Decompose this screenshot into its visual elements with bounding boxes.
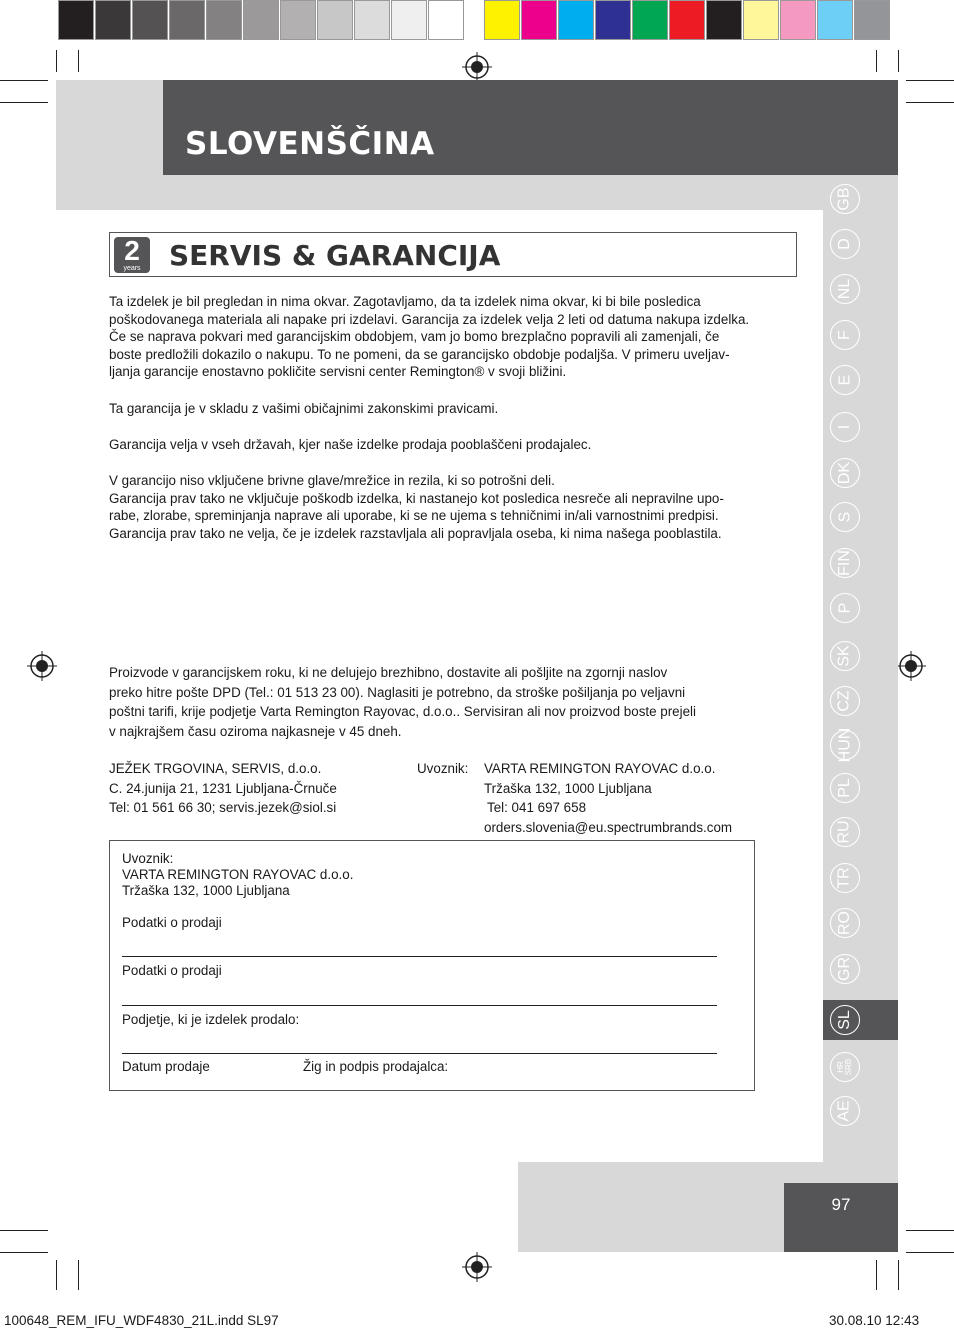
language-tab-pl[interactable] — [830, 773, 860, 803]
language-tab-dk[interactable] — [830, 458, 860, 488]
importer-street: Tržaška 132, 1000 Ljubljana — [484, 780, 652, 796]
service-street: C. 24.junija 21, 1231 Ljubljana-Črnuče — [109, 780, 337, 796]
service-contact: Tel: 01 561 66 30; servis.jezek@siol.si — [109, 800, 337, 815]
language-tab-label: F — [836, 330, 853, 340]
text-line: preko hitre pošte DPD (Tel.: 01 513 23 00). Naglasiti je potrebno, da stroške pošiljanja po veljavni — [109, 684, 686, 700]
registration-mark-icon — [462, 52, 492, 82]
text-line: Ta izdelek je bil pregledan in nima okvar. Zagotavljamo, da ta izdelek nima okvar, ki bi bile posledica — [109, 294, 701, 309]
card-importer-name: VARTA REMINGTON RAYOVAC d.o.o. — [122, 867, 354, 882]
language-tab-label: PL — [835, 778, 853, 798]
text-line: Če se naprava pokvari med garancijskim obdobjem, vam jo bomo brezplačno popravili ali zamenjali, če — [109, 329, 720, 345]
language-tab-hun[interactable] — [830, 727, 860, 763]
color-swatch — [558, 0, 594, 40]
two-year-warranty-badge — [114, 237, 150, 273]
warranty-paragraph-5 — [109, 663, 799, 741]
importer-tel: Tel: 041 697 658 — [487, 800, 587, 815]
language-tab-hr-srb[interactable] — [830, 1052, 860, 1082]
crop-mark — [876, 1260, 877, 1290]
text-line: Garancija velja v vseh državah, kjer naše izdelke prodaja pooblaščeni prodajalec. — [109, 437, 592, 452]
text-line: Garancija prav tako ne vključuje poškodb izdelka, ki nastanejo kot posledica nesreče ali nepravilne upo- — [109, 490, 724, 506]
language-tab-ru[interactable] — [830, 817, 860, 847]
color-swatch — [706, 0, 742, 40]
language-tab-label: SL — [835, 1010, 853, 1030]
language-tab-tr[interactable] — [830, 863, 860, 893]
gray-swatch — [391, 0, 427, 40]
language-tab-label: P — [835, 602, 853, 614]
language-tab-label: FIN — [836, 550, 853, 576]
sale-details-line[interactable] — [122, 956, 717, 957]
gray-swatch — [169, 0, 205, 40]
text-line: v najkrajšem času oziroma najkasneje v 45 dneh. — [109, 723, 402, 739]
seller-company-label: Podjetje, ki je izdelek prodalo: — [122, 1012, 300, 1027]
text-line: rabe, zlorabe, spreminjanja naprave ali uporabe, ki se ne ujema s tehničnimi in/ali varnostnimi predpisi. — [109, 508, 719, 524]
file-slug: 100648_REM_IFU_WDF4830_21L.indd SL97 — [4, 1313, 279, 1328]
warranty-paragraph-1 — [109, 293, 799, 381]
badge-number: 2 — [124, 235, 140, 266]
warranty-paragraph-2 — [109, 400, 799, 418]
language-tab-label: I — [835, 424, 853, 430]
crop-mark — [0, 1252, 48, 1253]
sale-details-label-2: Podatki o prodaji — [122, 963, 222, 978]
gray-swatch — [58, 0, 94, 40]
gray-swatch — [317, 0, 353, 40]
color-swatch — [780, 0, 816, 40]
gray-swatch — [132, 0, 168, 40]
color-swatch — [484, 0, 520, 40]
sale-date-label: Datum prodaje — [122, 1059, 210, 1074]
language-tab-cz[interactable] — [830, 686, 860, 716]
language-tab-label: CZ — [835, 690, 853, 712]
importer-address — [484, 759, 732, 837]
card-importer-label: Uvoznik: — [122, 851, 174, 866]
text-line: ljanja garancije enostavno pokličite servisni center Remington® v svoji bližini. — [109, 364, 567, 380]
crop-mark — [78, 50, 79, 72]
language-tab-gb[interactable] — [830, 184, 860, 214]
service-address — [109, 759, 337, 818]
importer-label: Uvoznik: — [417, 761, 469, 776]
gray-swatch — [206, 0, 242, 40]
crop-mark — [0, 80, 48, 81]
warranty-card — [109, 840, 755, 1091]
language-tab-label: DK — [835, 461, 853, 485]
crop-mark — [906, 80, 954, 81]
gray-swatch — [243, 0, 279, 40]
language-tab-label: AE — [836, 1100, 853, 1122]
importer-name: VARTA REMINGTON RAYOVAC d.o.o. — [484, 761, 716, 776]
service-name: JEŽEK TRGOVINA, SERVIS, d.o.o. — [109, 761, 322, 776]
language-tab-fin[interactable] — [830, 548, 860, 578]
date-slug: 30.08.10 12:43 — [829, 1313, 920, 1328]
language-tab-ro[interactable] — [830, 908, 860, 938]
language-tab-nl[interactable] — [830, 274, 860, 304]
color-calibration-bar — [484, 0, 891, 40]
crop-mark — [898, 50, 899, 72]
language-tab-d[interactable] — [830, 229, 860, 259]
language-tab-label: HR SRB — [835, 1058, 853, 1076]
importer-email: orders.slovenia@eu.spectrumbrands.com — [484, 819, 733, 835]
color-swatch — [669, 0, 705, 40]
section-header — [109, 232, 797, 277]
language-tab-f[interactable] — [830, 320, 860, 350]
seller-company-line[interactable] — [122, 1053, 717, 1054]
language-tab-label: D — [836, 238, 853, 250]
registration-mark-icon — [462, 1252, 492, 1282]
color-swatch — [595, 0, 631, 40]
registration-mark-icon — [896, 651, 926, 681]
gray-swatch — [95, 0, 131, 40]
crop-mark — [906, 1230, 954, 1231]
crop-mark — [56, 1260, 57, 1290]
text-line: Garancija prav tako ne velja, če je izdelek razstavljala ali popravljala oseba, ki nima našega pooblastila. — [109, 525, 722, 541]
sale-details-line-2[interactable] — [122, 1005, 717, 1006]
section-title: SERVIS & GARANCIJA — [169, 239, 501, 272]
language-tab-label: S — [835, 511, 853, 523]
language-tab-gr[interactable] — [830, 954, 860, 984]
language-tab-e[interactable] — [830, 365, 860, 395]
card-importer-address: Tržaška 132, 1000 Ljubljana — [122, 883, 290, 898]
registration-mark-icon — [27, 651, 57, 681]
warranty-paragraph-4 — [109, 472, 799, 542]
crop-mark — [906, 102, 954, 103]
crop-mark — [0, 1230, 48, 1231]
language-tab-p[interactable] — [830, 593, 860, 623]
warranty-paragraph-3 — [109, 436, 799, 454]
sale-details-label: Podatki o prodaji — [122, 915, 222, 930]
language-tab-label: TR — [835, 867, 853, 889]
gray-swatch — [428, 0, 464, 40]
color-swatch — [743, 0, 779, 40]
gray-swatch — [354, 0, 390, 40]
language-tab-s[interactable] — [830, 502, 860, 532]
page-number: 97 — [831, 1195, 851, 1214]
crop-mark — [876, 50, 877, 72]
color-swatch — [854, 0, 890, 40]
badge-label: years — [123, 265, 141, 272]
page-number-box — [784, 1183, 898, 1252]
language-tab-label: GR — [836, 957, 853, 981]
language-tab-label: GB — [836, 187, 853, 211]
text-line: V garancijo niso vključene brivne glave/mrežice in rezila, ki so potrošni deli. — [109, 473, 555, 488]
language-tab-sl[interactable] — [830, 1005, 860, 1035]
language-tab-ae[interactable] — [830, 1096, 860, 1126]
language-tab-i[interactable] — [830, 412, 860, 442]
crop-mark — [0, 102, 48, 103]
text-line: boste predložili dokazilo o nakupu. To ne pomeni, da se garancijsko obdobje podaljša. V primeru uveljav- — [109, 346, 730, 362]
grayscale-calibration-bar — [58, 0, 465, 40]
text-line: Proizvode v garancijskem roku, ki ne delujejo brezhibno, dostavite ali pošljite na zgornji naslov — [109, 665, 668, 680]
color-swatch — [521, 0, 557, 40]
text-line: Ta garancija je v skladu z vašimi običajnimi zakonskimi pravicami. — [109, 401, 499, 416]
color-swatch — [632, 0, 668, 40]
language-tab-label: RU — [835, 820, 853, 844]
language-tab-label: RO — [836, 911, 853, 935]
seller-stamp-signature-label: Žig in podpis prodajalca: — [303, 1059, 449, 1074]
crop-mark — [906, 1252, 954, 1253]
crop-mark — [78, 1260, 79, 1290]
language-tab-label: NL — [835, 278, 853, 300]
language-title: SLOVENŠČINA — [185, 126, 435, 162]
language-tab-label: E — [835, 374, 853, 386]
text-line: poštni tarifi, krije podjetje Varta Remington Rayovac, d.o.o.. Servisiran ali nov proizvod boste prejeli — [109, 704, 696, 719]
gray-swatch — [280, 0, 316, 40]
crop-mark — [56, 50, 57, 72]
language-tab-label: SK — [836, 645, 853, 667]
language-tab-sk[interactable] — [830, 641, 860, 671]
color-swatch — [817, 0, 853, 40]
text-line: poškodovanega materiala ali napake pri izdelavi. Garancija za izdelek velja 2 leti od datuma nakupa izdelka. — [109, 311, 750, 327]
language-tab-label: HUN — [836, 727, 854, 763]
crop-mark — [898, 1260, 899, 1290]
